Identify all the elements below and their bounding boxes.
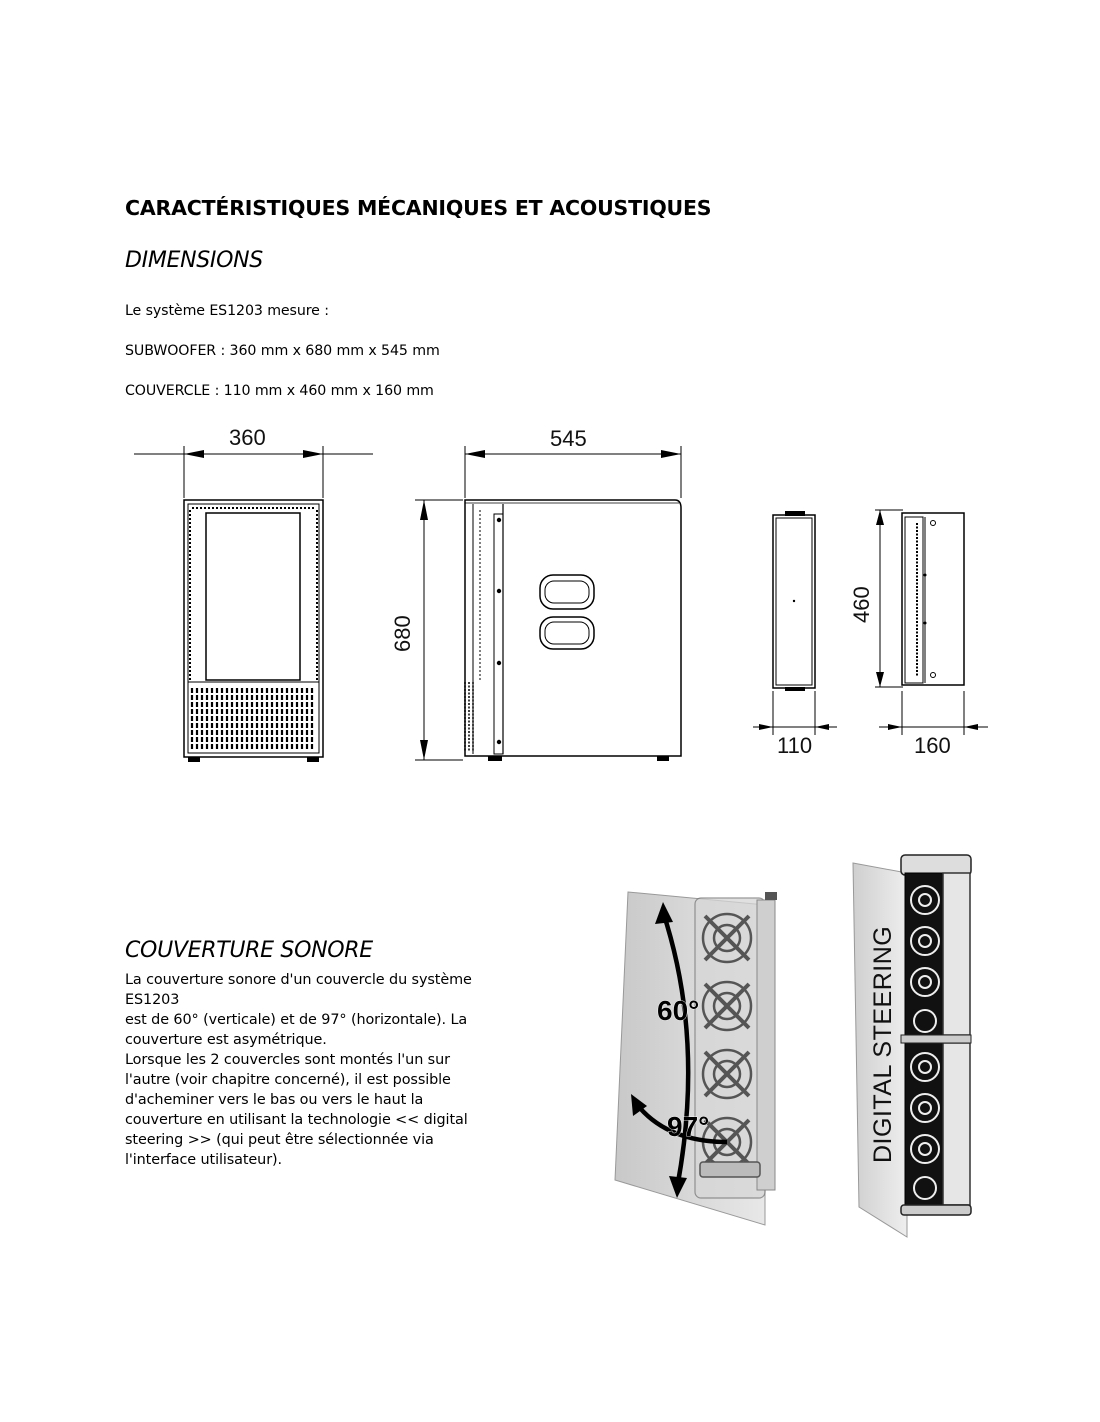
vertical-angle-label: 60° [657, 995, 700, 1026]
coverage-line: est de 60° (verticale) et de 97° (horizontale). La [125, 1012, 468, 1028]
coverage-line: couverture en utilisant la technologie << digital [125, 1112, 468, 1128]
coverage-line: d'acheminer vers le bas ou vers le haut la [125, 1092, 424, 1108]
subwoofer-front-drawing [130, 420, 380, 770]
coverage-heading: COUVERTURE SONORE [125, 938, 373, 963]
col-height-label: 460 [849, 586, 874, 623]
digital-steering-illustration [845, 845, 985, 1240]
coverage-line: couverture est asymétrique. [125, 1032, 327, 1048]
coverage-line: Lorsque les 2 couvercles sont montés l'un sur [125, 1052, 450, 1068]
coverage-line: l'autre (voir chapitre concerné), il est possible [125, 1072, 451, 1088]
column-side-drawing [845, 505, 995, 765]
coverage-illustration [605, 880, 795, 1230]
coverage-line: l'interface utilisateur). [125, 1152, 283, 1168]
sub-height-label: 680 [390, 615, 415, 652]
digital-steering-label: DIGITAL STEERING [869, 925, 897, 1163]
sub-width-label: 360 [229, 425, 266, 450]
subwoofer-dimensions: SUBWOOFER : 360 mm x 680 mm x 545 mm [125, 343, 440, 359]
coverage-paragraph [125, 970, 525, 1170]
col-depth-label: 160 [914, 733, 951, 758]
coverage-line: La couverture sonore d'un couvercle du système [125, 972, 472, 988]
subwoofer-side-drawing [385, 420, 705, 775]
sub-depth-label: 545 [550, 426, 587, 451]
dimensions-intro: Le système ES1203 mesure : [125, 303, 329, 319]
page-title: CARACTÉRISTIQUES MÉCANIQUES ET ACOUSTIQUES [125, 196, 712, 220]
coverage-line: steering >> (qui peut être sélectionnée via [125, 1132, 434, 1148]
couvercle-dimensions: COUVERCLE : 110 mm x 460 mm x 160 mm [125, 383, 434, 399]
dimensions-heading: DIMENSIONS [125, 248, 263, 273]
col-width-label: 110 [777, 733, 813, 758]
horizontal-angle-label: 97° [667, 1111, 710, 1142]
column-front-drawing [745, 505, 845, 765]
coverage-line: ES1203 [125, 992, 180, 1008]
